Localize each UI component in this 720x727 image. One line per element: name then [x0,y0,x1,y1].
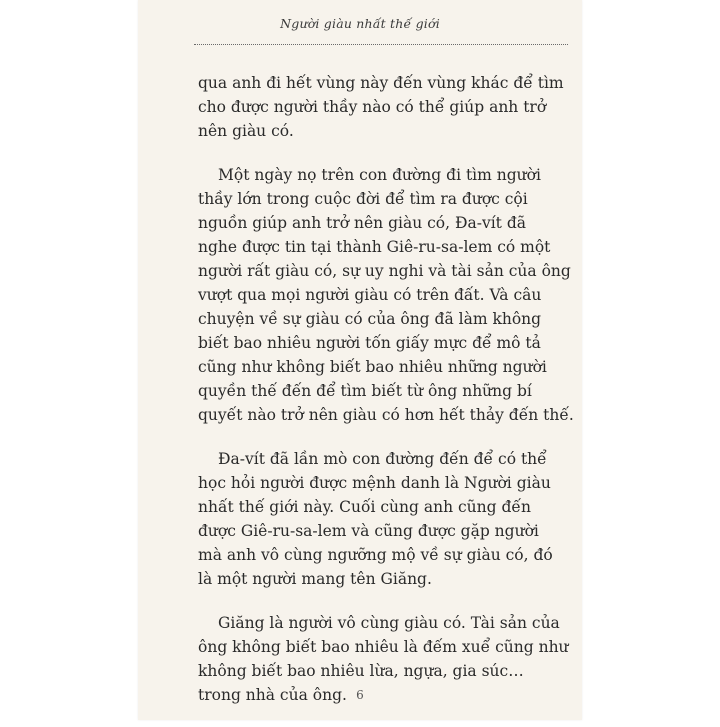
text-line: chuyện về sự giàu có của ông đã làm không [198,310,542,328]
text-line: quyết nào trở nên giàu có hơn hết thảy đến thế. [198,406,574,424]
text-line: Giăng là người vô cùng giàu có. Tài sản của [218,614,560,632]
text-line: cũng như không biết bao nhiêu những người [198,358,547,376]
body-text [198,71,574,727]
header-divider [194,44,568,45]
text-line: nhất thế giới này. Cuối cùng anh cũng đến [198,498,531,516]
paragraph-2 [198,163,574,427]
book-page [138,0,582,720]
text-line: cho được người thầy nào có thể giúp anh trở [198,98,547,116]
page-number: 6 [356,688,364,702]
text-line: ông không biết bao nhiêu là đếm xuể cũng như [198,638,569,656]
text-line: trong nhà của ông. [198,686,347,704]
text-line: quyền thế đến để tìm biết từ ông những bí [198,382,532,400]
text-line: thầy lớn trong cuộc đời để tìm ra được cội [198,190,528,208]
text-line: mà anh vô cùng ngưỡng mộ về sự giàu có, đó [198,546,553,564]
text-line: biết bao nhiêu người tốn giấy mực để mô tả [198,334,541,352]
running-header-title: Người giàu nhất thế giới [280,16,440,31]
text-line: nguồn giúp anh trở nên giàu có, Đa-vít đã [198,214,527,232]
text-line: nghe được tin tại thành Giê-ru-sa-lem có một [198,238,551,256]
text-line: người rất giàu có, sự uy nghi và tài sản của ông [198,262,571,280]
text-line: học hỏi người được mệnh danh là Người giàu [198,474,551,492]
text-line: được Giê-ru-sa-lem và cũng được gặp người [198,522,539,540]
paragraph-3 [198,447,568,591]
text-line: là một người mang tên Giăng. [198,570,432,588]
text-line: vượt qua mọi người giàu có trên đất. Và câu [198,286,542,304]
text-line: Một ngày nọ trên con đường đi tìm người [218,166,541,184]
text-line: không biết bao nhiêu lừa, ngựa, gia súc… [198,662,524,680]
paragraph-1 [198,71,568,143]
text-line: Đa-vít đã lần mò con đường đến để có thể [218,450,547,468]
text-line: qua anh đi hết vùng này đến vùng khác để tìm [198,74,564,92]
text-line: nên giàu có. [198,122,294,140]
